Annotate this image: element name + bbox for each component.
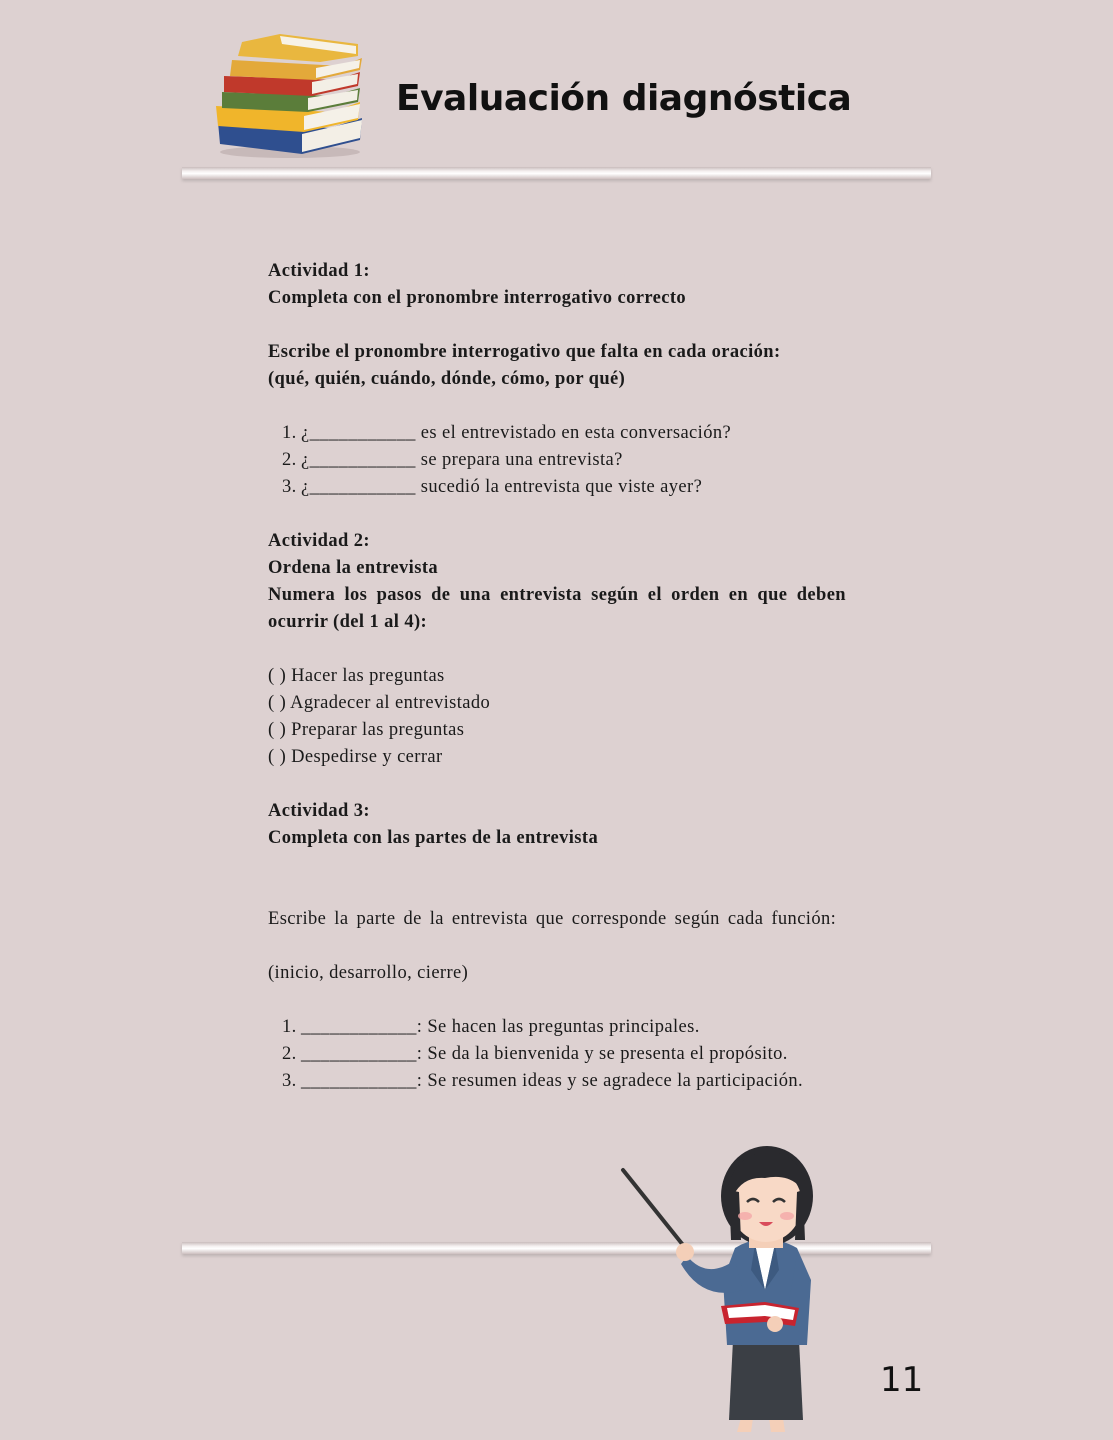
activity-3-instruction: Escribe la parte de la entrevista que corresponde según cada función: [268,909,837,929]
activity-1-instruction: Escribe el pronombre interrogativo que falta en cada oración: [268,342,781,362]
activity-1-list [268,420,846,501]
activity-2-subtitle: Ordena la entrevista [268,558,439,578]
activity-3-list [268,1014,846,1095]
activity-1-heading: Actividad 1: [268,261,370,281]
activity-3-subtitle: Completa con las partes de la entrevista [268,828,599,848]
list-item: 3. ¿___________ sucedió la entrevista que viste ayer? [282,477,703,497]
page-title: Evaluación diagnóstica [396,78,852,119]
list-item: 2. ____________: Se da la bienvenida y se presenta el propósito. [282,1044,788,1064]
top-divider [182,167,931,179]
list-item: 2. ¿___________ se prepara una entrevista? [282,450,623,470]
teacher-illustration [615,1130,845,1440]
activity-2-heading: Actividad 2: [268,531,370,551]
list-item: ( ) Preparar las preguntas [268,720,465,740]
list-item: ( ) Despedirse y cerrar [268,747,443,767]
page-number: 11 [880,1360,924,1400]
list-item: 1. ¿___________ es el entrevistado en esta conversación? [282,423,732,443]
activity-1-options: (qué, quién, cuándo, dónde, cómo, por qué) [268,369,626,389]
list-item: 1. ____________: Se hacen las preguntas principales. [282,1017,700,1037]
list-item: ( ) Hacer las preguntas [268,666,445,686]
books-stack-icon [212,30,372,160]
activity-3-heading: Actividad 3: [268,801,370,821]
activity-3-options: (inicio, desarrollo, cierre) [268,963,469,983]
list-item: ( ) Agradecer al entrevistado [268,693,491,713]
activity-2-instruction: Numera los pasos de una entrevista según el orden en que deben ocurrir (del 1 al 4): [268,585,846,632]
activity-1-subtitle: Completa con el pronombre interrogativo correcto [268,288,687,308]
activity-2-list [268,663,846,771]
list-item: 3. ____________: Se resumen ideas y se agradece la participación. [282,1071,804,1091]
